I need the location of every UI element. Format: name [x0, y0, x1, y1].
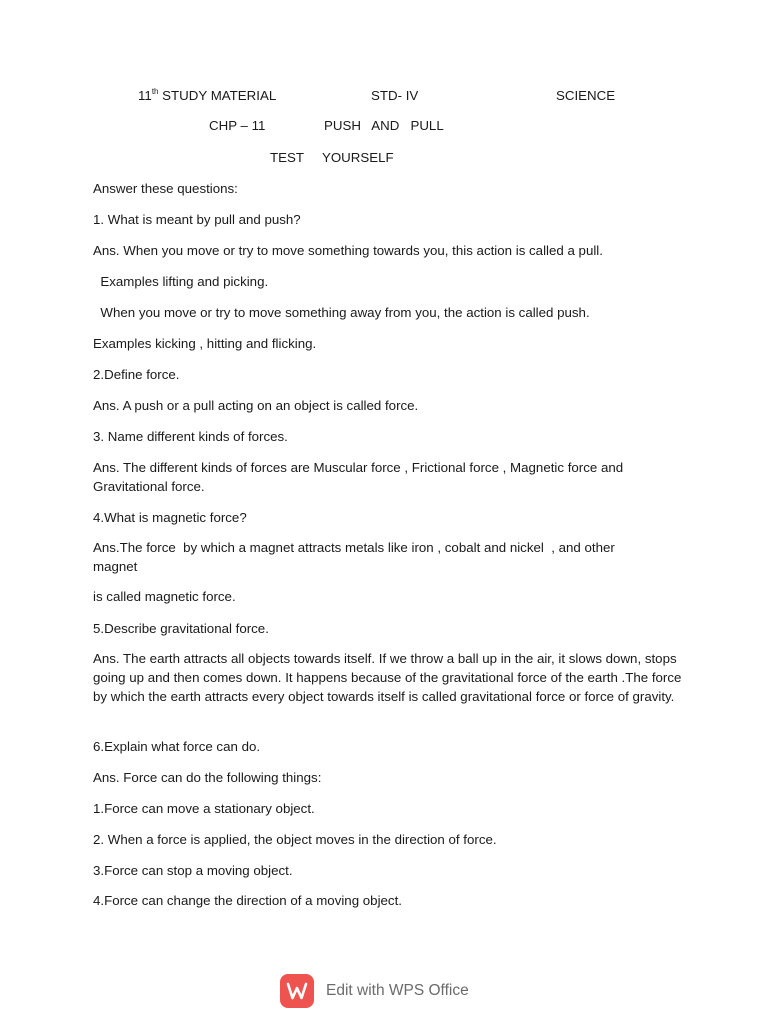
answer-6-point-4: 4.Force can change the direction of a moving object.	[93, 893, 402, 908]
answer-4-continued: is called magnetic force.	[93, 589, 236, 604]
question-1: 1. What is meant by pull and push?	[93, 212, 301, 227]
question-5: 5.Describe gravitational force.	[93, 621, 269, 636]
question-6: 6.Explain what force can do.	[93, 739, 261, 754]
answer-5: Ans. The earth attracts all objects towards itself. If we throw a ball up in the air, it slows down, stops going up and then comes down. It happens because of the gravitational force of the earth .The force by which the earth attracts every object towards itself is called gravitational force or force of gravity.	[93, 651, 682, 704]
answer-1-push: When you move or try to move something away from you, the action is called push.	[93, 305, 590, 320]
instruction-text: Answer these questions:	[93, 181, 238, 196]
answer-1-pull: Ans. When you move or try to move something towards you, this action is called a pull.	[93, 243, 603, 258]
wps-logo-icon	[280, 974, 314, 1008]
chapter-number: CHP – 11	[209, 118, 266, 133]
answer-1-push-examples: Examples kicking , hitting and flicking.	[93, 336, 317, 351]
answer-3: Ans. The different kinds of forces are Muscular force , Frictional force , Magnetic force and Gravitational force.	[93, 460, 624, 494]
subject-label: SCIENCE	[556, 88, 616, 103]
answer-1-pull-examples: Examples lifting and picking.	[93, 274, 269, 289]
question-4: 4.What is magnetic force?	[93, 510, 247, 525]
wps-edit-banner[interactable]	[280, 973, 469, 1009]
wps-edit-label: Edit with WPS Office	[326, 982, 469, 999]
answer-6-intro: Ans. Force can do the following things:	[93, 770, 322, 785]
answer-6-point-3: 3.Force can stop a moving object.	[93, 863, 293, 878]
question-2: 2.Define force.	[93, 367, 180, 382]
chapter-title: PUSH AND PULL	[324, 118, 444, 133]
material-label: 11th STUDY MATERIAL	[138, 86, 277, 103]
answer-6-point-2: 2. When a force is applied, the object moves in the direction of force.	[93, 832, 497, 847]
test-title: TEST YOURSELF	[270, 150, 394, 165]
answer-6-point-1: 1.Force can move a stationary object.	[93, 801, 315, 816]
answer-4: Ans.The force by which a magnet attracts metals like iron , cobalt and nickel , and other magnet	[93, 540, 619, 574]
question-3: 3. Name different kinds of forces.	[93, 429, 288, 444]
standard-label: STD- IV	[371, 88, 419, 103]
answer-2: Ans. A push or a pull acting on an object is called force.	[93, 398, 419, 413]
